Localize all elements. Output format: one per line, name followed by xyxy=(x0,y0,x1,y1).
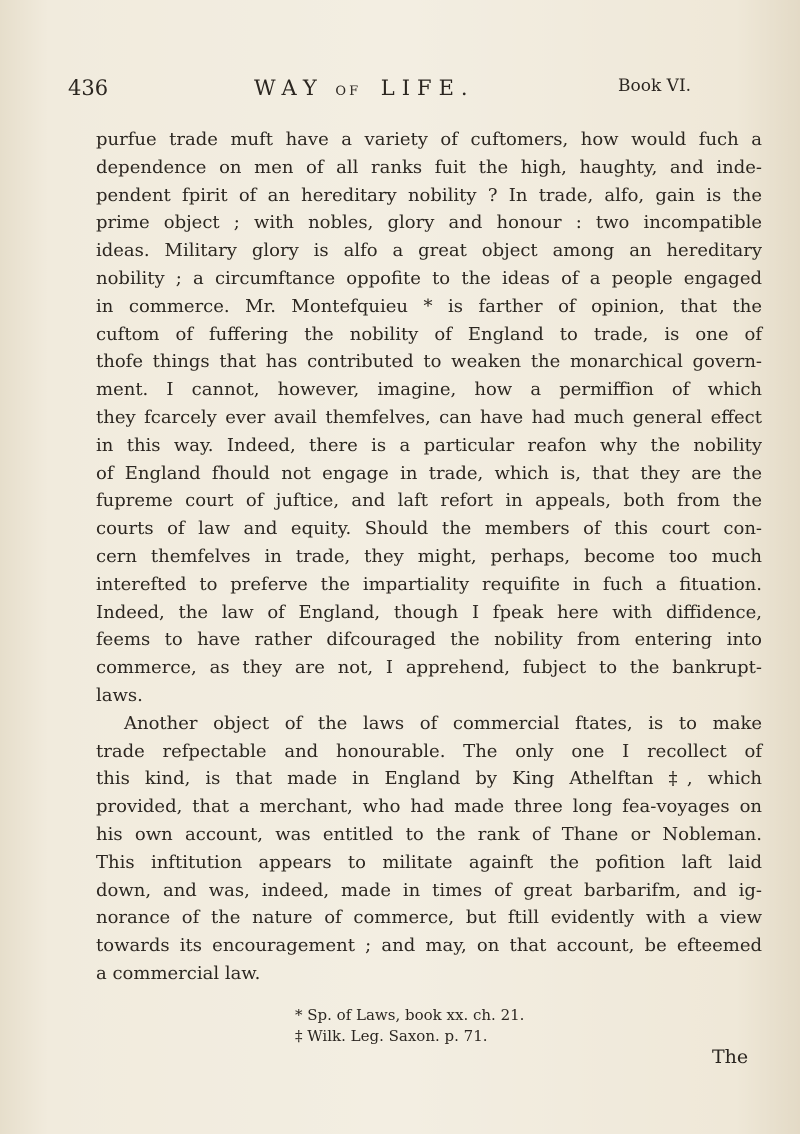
text-line: trade refpectable and honourable. The only one I recollect of xyxy=(96,740,762,762)
text-line: of England fhould not engage in trade, which is, that they are the xyxy=(96,462,762,484)
text-line: courts of law and equity. Should the members of this court con- xyxy=(96,518,762,540)
text-line: cern themfelves in trade, they might, perhaps, become too much xyxy=(96,545,762,567)
text-line: feems to have rather difcouraged the nobility from entering into xyxy=(96,629,762,651)
text-line: interefted to preferve the impartiality requifite in fuch a fituation. xyxy=(96,573,762,595)
paragraph xyxy=(96,126,762,710)
text-line: thofe things that has contributed to weaken the monarchical govern- xyxy=(96,351,762,373)
footnote: ‡ Wilk. Leg. Saxon. p. 71. xyxy=(295,1027,488,1045)
book-number: Book VI. xyxy=(618,76,692,96)
text-line: this kind, is that made in England by King Athelftan ‡, which xyxy=(96,768,762,790)
text-line: they fcarcely ever avail themfelves, can have had much general effect xyxy=(96,406,762,428)
body-text xyxy=(96,126,762,988)
text-line: pendent fpirit of an hereditary nobility ? In trade, alfo, gain is the xyxy=(96,184,762,206)
text-line: dependence on men of all ranks fuit the high, haughty, and inde- xyxy=(96,156,762,178)
catchword: The xyxy=(712,1046,749,1068)
text-line: ment. I cannot, however, imagine, how a permiffion of which xyxy=(96,379,762,401)
text-line: cuftom of fuffering the nobility of England to trade, is one of xyxy=(96,323,762,345)
text-line: This inftitution appears to militate againft the pofition laft laid xyxy=(96,851,762,873)
text-line: purfue trade muft have a variety of cuftomers, how would fuch a xyxy=(96,129,762,150)
text-line: provided, that a merchant, who had made three long fea-voyages on xyxy=(96,796,762,818)
page-number: 436 xyxy=(68,76,109,100)
text-line: commerce, as they are not, I apprehend, fubject to the bankrupt- xyxy=(96,657,762,679)
text-line: fupreme court of juftice, and laft refort in appeals, both from the xyxy=(96,490,762,512)
text-line: prime object ; with nobles, glory and honour : two incompatible xyxy=(96,212,762,234)
text-line: towards its encouragement ; and may, on that account, be efteemed xyxy=(96,935,762,957)
text-line: ideas. Military glory is alfo a great object among an hereditary xyxy=(96,240,762,262)
text-line: Indeed, the law of England, though I fpeak here with diffidence, xyxy=(96,601,762,623)
text-line: his own account, was entitled to the rank of Thane or Nobleman. xyxy=(96,823,762,845)
text-line: nobility ; a circumftance oppofite to the ideas of a people engaged xyxy=(96,267,762,289)
text-line: laws. xyxy=(96,684,143,706)
text-line: norance of the nature of commerce, but ftill evidently with a view xyxy=(96,907,762,929)
text-line: in this way. Indeed, there is a particular reafon why the nobility xyxy=(96,434,762,456)
text-line: in commerce. Mr. Montefquieu * is farther of opinion, that the xyxy=(96,295,762,317)
page-header xyxy=(68,76,798,112)
text-line: a commercial law. xyxy=(96,962,261,984)
text-line: down, and was, indeed, made in times of great barbarifm, and ig- xyxy=(96,879,762,901)
footnote: * Sp. of Laws, book xx. ch. 21. xyxy=(295,1006,525,1024)
text-line: Another object of the laws of commercial ftates, is to make xyxy=(124,712,762,734)
footnotes xyxy=(295,1005,695,1047)
paragraph xyxy=(96,710,762,988)
running-title: WAY OF LIFE. xyxy=(254,76,475,100)
